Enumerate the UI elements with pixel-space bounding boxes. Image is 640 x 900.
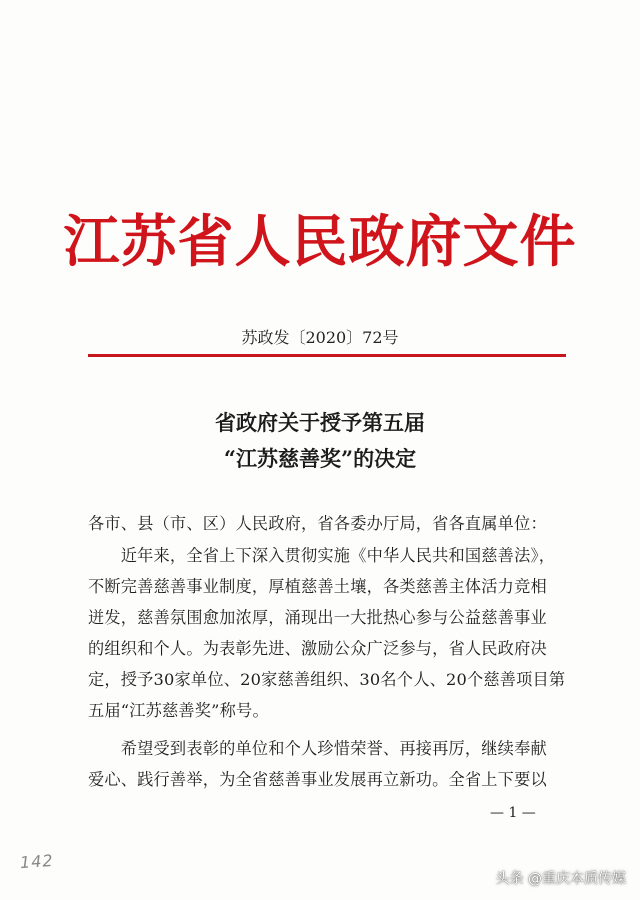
document-header: 江苏省人民政府文件 [63, 210, 577, 275]
body-line: 近年来，全省上下深入贯彻实施《中华人民共和国慈善法》， [88, 546, 556, 565]
body-line: 爱心、践行善举，为全省慈善事业发展再立新功。全省上下要以 [88, 770, 547, 789]
body-line: 定，授予30家单位、20家慈善组织、30名个人、20个慈善项目第 [88, 670, 566, 689]
document-title-line-2: “江苏慈善奖”的决定 [223, 446, 417, 471]
handwritten-note: 142 [19, 850, 55, 873]
document-title-line-1: 省政府关于授予第五届 [215, 410, 425, 435]
body-line: 不断完善慈善事业制度，厚植慈善土壤，各类慈善主体活力竞相 [88, 577, 547, 596]
red-divider [88, 354, 566, 357]
body-line: 希望受到表彰的单位和个人珍惜荣誉、再接再厉，继续奉献 [88, 739, 547, 758]
body-line: 各市、县（市、区）人民政府，省各委办厅局，省各直属单位： [88, 514, 547, 533]
document-number: 苏政发〔2020〕72号 [241, 328, 399, 347]
body-line: 迸发，慈善氛围愈加浓厚，涌现出一大批热心参与公益慈善事业 [88, 608, 547, 627]
body-line: 的组织和个人。为表彰先进、激励公众广泛参与，省人民政府决 [88, 639, 547, 658]
source-watermark: 头条 @重庆本质传媒 [495, 871, 626, 887]
body-line: 五届“江苏慈善奖”称号。 [88, 701, 269, 720]
page-number: — 1 — [490, 805, 536, 821]
